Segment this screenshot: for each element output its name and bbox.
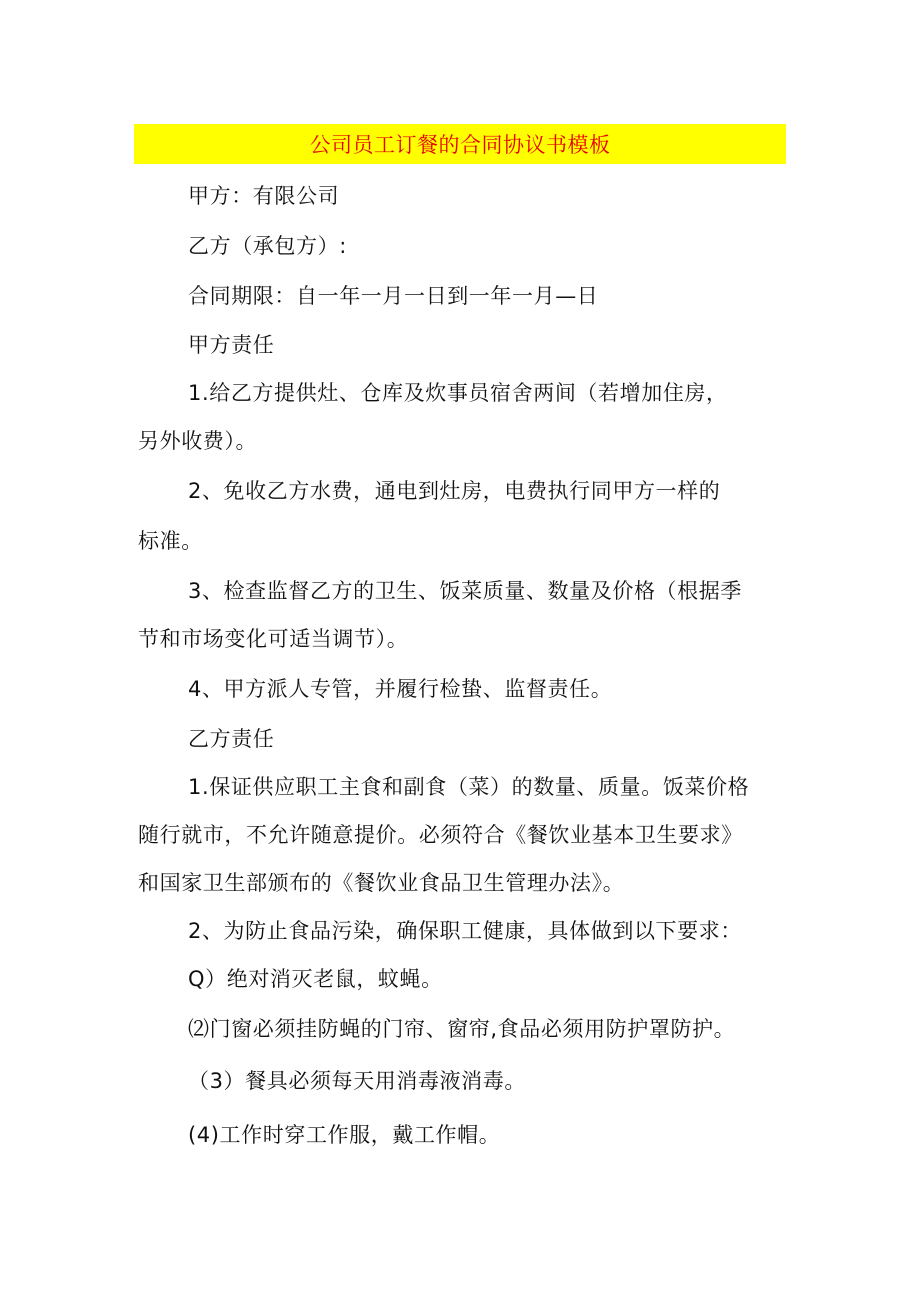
party-a-clause-3-line-2: 节和市场变化可适当调节）。 bbox=[138, 627, 409, 651]
party-a-clause-2-line-2: 标准。 bbox=[138, 529, 203, 553]
party-b-clause-2-item-3: （3）餐具必须每天用消毒液消毒。 bbox=[188, 1069, 526, 1093]
party-b-clause-2-item-4: (4)工作时穿工作服，戴工作帽。 bbox=[188, 1123, 501, 1147]
party-b-clause-1-line-2: 随行就市，不允许随意提价。必须符合《餐饮业基本卫生要求》 bbox=[138, 823, 743, 847]
title-banner bbox=[134, 124, 786, 164]
party-b: 乙方（承包方）: bbox=[188, 234, 347, 258]
party-a-clause-1-line-1: 1.给乙方提供灶、仓库及炊事员宿舍两间（若增加住房， bbox=[188, 381, 728, 405]
party-a-clause-2-line-1: 2、免收乙方水费，通电到灶房，电费执行同甲方一样的 bbox=[188, 479, 721, 503]
party-b-clause-1-line-1: 1.保证供应职工主食和副食（菜）的数量、质量。饭菜价格 bbox=[188, 775, 750, 799]
party-a-heading: 甲方责任 bbox=[188, 333, 275, 357]
party-a: 甲方：有限公司 bbox=[188, 184, 340, 208]
party-a-clause-3-line-1: 3、检查监督乙方的卫生、饭菜质量、数量及价格（根据季 bbox=[188, 579, 742, 603]
party-b-clause-2-item-2: ⑵门窗必须挂防蝇的门帘、窗帘,食品必须用防护罩防护。 bbox=[188, 1017, 736, 1041]
contract-term: 合同期限：自一年一月一日到一年一月—日 bbox=[188, 284, 599, 308]
party-b-clause-2-item-1: Q）绝对消灭老鼠，蚊蝇。 bbox=[188, 967, 443, 991]
party-a-clause-1-line-2: 另外收费）。 bbox=[138, 429, 258, 453]
party-a-clause-4: 4、甲方派人专管，并履行检蛰、监督责任。 bbox=[188, 677, 613, 701]
document-title: 公司员工订餐的合同协议书模板 bbox=[309, 133, 611, 157]
party-b-clause-2: 2、为防止食品污染，确保职工健康，具体做到以下要求： bbox=[188, 919, 742, 943]
party-b-clause-1-line-3: 和国家卫生部颁布的《餐饮业食品卫生管理办法》。 bbox=[138, 871, 625, 895]
party-b-heading: 乙方责任 bbox=[188, 727, 275, 751]
